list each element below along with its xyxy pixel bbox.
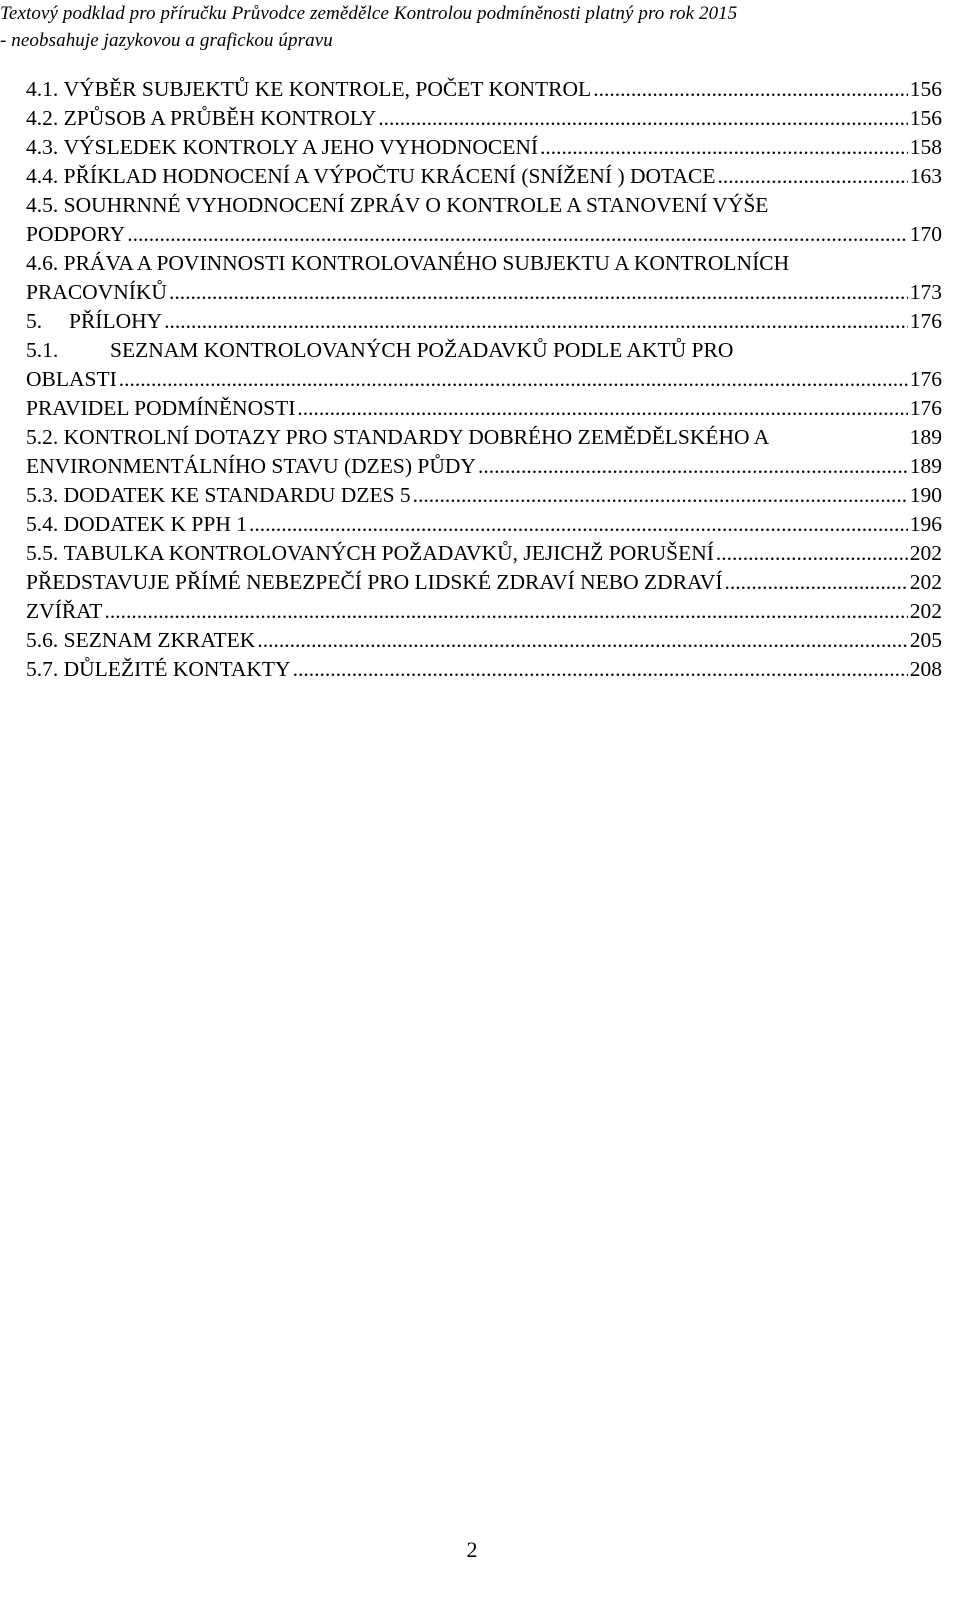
toc-leader	[119, 365, 908, 394]
toc-page: 208	[909, 657, 942, 681]
toc-title: VÝBĚR SUBJEKTŮ KE KONTROLE, POČET KONTROL	[63, 77, 592, 101]
toc-title: PŘÍLOHY	[69, 309, 163, 333]
toc-title: PŘEDSTAVUJE PŘÍMÉ NEBEZPEČÍ PRO LIDSKÉ ZDRAVÍ NEBO ZDRAVÍ	[26, 570, 723, 594]
toc-number: 4.5.	[26, 193, 59, 217]
toc-leader	[249, 510, 908, 539]
toc-page: 176	[909, 396, 942, 420]
toc-leader	[716, 539, 908, 568]
page-number: 2	[466, 1537, 478, 1562]
toc-leader	[164, 307, 908, 336]
toc-title: DODATEK K PPH 1	[63, 512, 247, 536]
toc-leader	[593, 75, 908, 104]
toc-entry-5-7[interactable]	[26, 655, 942, 684]
toc-title: DODATEK KE STANDARDU DZES 5	[63, 483, 411, 507]
toc-entry-4-3[interactable]	[26, 133, 942, 162]
toc-page: 205	[909, 628, 942, 652]
toc-number: 4.3.	[26, 135, 59, 159]
toc-title: OBLASTI	[26, 367, 117, 391]
toc-title: PODPORY	[26, 222, 126, 246]
toc-leader	[413, 481, 908, 510]
toc-number: 4.6.	[26, 251, 59, 275]
toc-page: 189	[909, 454, 942, 478]
toc-title: ENVIRONMENTÁLNÍHO STAVU (DZES) PŮDY	[26, 454, 476, 478]
toc-title: DŮLEŽITÉ KONTAKTY	[63, 657, 291, 681]
toc-leader	[104, 597, 907, 626]
toc-number: 4.2.	[26, 106, 59, 130]
toc-entry-5-5-cont-2[interactable]	[26, 597, 942, 626]
toc-number: 4.1.	[26, 77, 59, 101]
toc-page: 173	[909, 280, 942, 304]
toc-entry-5-1[interactable]	[26, 336, 942, 365]
toc-number: 5.5.	[26, 541, 59, 565]
toc-leader	[169, 278, 908, 307]
toc-entry-5-3[interactable]	[26, 481, 942, 510]
toc-page: 170	[909, 222, 942, 246]
toc-number: 5.3.	[26, 483, 59, 507]
toc-title: KONTROLNÍ DOTAZY PRO STANDARDY DOBRÉHO ZEMĚDĚLSKÉHO A	[63, 425, 770, 449]
toc-title: SOUHRNNÉ VYHODNOCENÍ ZPRÁV O KONTROLE A STANOVENÍ VÝŠE	[63, 193, 769, 217]
toc-page: 189	[909, 425, 942, 449]
toc-title: PŘÍKLAD HODNOCENÍ A VÝPOČTU KRÁCENÍ (SNÍŽENÍ ) DOTACE	[63, 164, 716, 188]
toc-page: 158	[909, 135, 942, 159]
toc-page: 176	[909, 309, 942, 333]
table-of-contents	[26, 75, 942, 684]
toc-entry-5-1-cont[interactable]	[26, 365, 942, 394]
header-line-1: Textový podklad pro příručku Průvodce zemědělce Kontrolou podmíněnosti platný pro rok 2015	[0, 3, 738, 24]
toc-leader	[540, 133, 908, 162]
toc-title: SEZNAM ZKRATEK	[63, 628, 256, 652]
toc-entry-5-2[interactable]	[26, 423, 942, 452]
toc-entry-5-4[interactable]	[26, 510, 942, 539]
toc-leader	[257, 626, 907, 655]
toc-entry-5-2-cont[interactable]	[26, 452, 942, 481]
toc-page: 176	[909, 367, 942, 391]
toc-title: ZVÍŘAT	[26, 599, 103, 623]
toc-page: 163	[909, 164, 942, 188]
toc-number: 5.	[26, 309, 43, 333]
toc-title: TABULKA KONTROLOVANÝCH POŽADAVKŮ, JEJICHŽ PORUŠENÍ	[63, 541, 714, 565]
toc-page: 156	[909, 77, 942, 101]
toc-entry-4-5-cont[interactable]	[26, 220, 942, 249]
toc-number: 5.4.	[26, 512, 59, 536]
toc-entry-5-5-cont[interactable]	[26, 568, 942, 597]
toc-entry-5-6[interactable]	[26, 626, 942, 655]
toc-page: 196	[909, 512, 942, 536]
toc-title: PRÁVA A POVINNOSTI KONTROLOVANÉHO SUBJEKTU A KONTROLNÍCH	[63, 251, 790, 275]
toc-number: 5.7.	[26, 657, 59, 681]
toc-title: SEZNAM KONTROLOVANÝCH POŽADAVKŮ PODLE AKTŮ PRO	[110, 338, 734, 362]
toc-page: 202	[909, 570, 942, 594]
toc-title: ZPŮSOB A PRŮBĚH KONTROLY	[63, 106, 377, 130]
toc-entry-4-4[interactable]	[26, 162, 942, 191]
toc-title: PRAVIDEL PODMÍNĚNOSTI	[26, 396, 296, 420]
toc-entry-4-5[interactable]	[26, 191, 942, 220]
toc-page: 202	[909, 599, 942, 623]
toc-leader	[127, 220, 908, 249]
toc-leader	[478, 452, 908, 481]
toc-title: PRACOVNÍKŮ	[26, 280, 167, 304]
toc-entry-4-1[interactable]	[26, 75, 942, 104]
toc-number: 5.6.	[26, 628, 59, 652]
document-header	[0, 0, 960, 54]
toc-number: 5.2.	[26, 425, 59, 449]
toc-number: 4.4.	[26, 164, 59, 188]
toc-entry-4-6[interactable]	[26, 249, 942, 278]
toc-title: VÝSLEDEK KONTROLY A JEHO VYHODNOCENÍ	[63, 135, 539, 159]
toc-leader	[725, 568, 908, 597]
toc-entry-4-6-cont[interactable]	[26, 278, 942, 307]
toc-page: 156	[909, 106, 942, 130]
header-line-2: - neobsahuje jazykovou a grafickou úpravu	[0, 30, 333, 51]
toc-entry-4-2[interactable]	[26, 104, 942, 133]
toc-entry-5-5[interactable]	[26, 539, 942, 568]
toc-leader	[293, 655, 908, 684]
toc-entry-5-1-cont-2[interactable]	[26, 394, 942, 423]
toc-number: 5.1.	[26, 338, 59, 362]
toc-entry-5[interactable]	[26, 307, 942, 336]
toc-leader	[378, 104, 907, 133]
toc-leader	[717, 162, 907, 191]
toc-leader	[297, 394, 907, 423]
toc-page: 202	[909, 541, 942, 565]
toc-page: 190	[909, 483, 942, 507]
